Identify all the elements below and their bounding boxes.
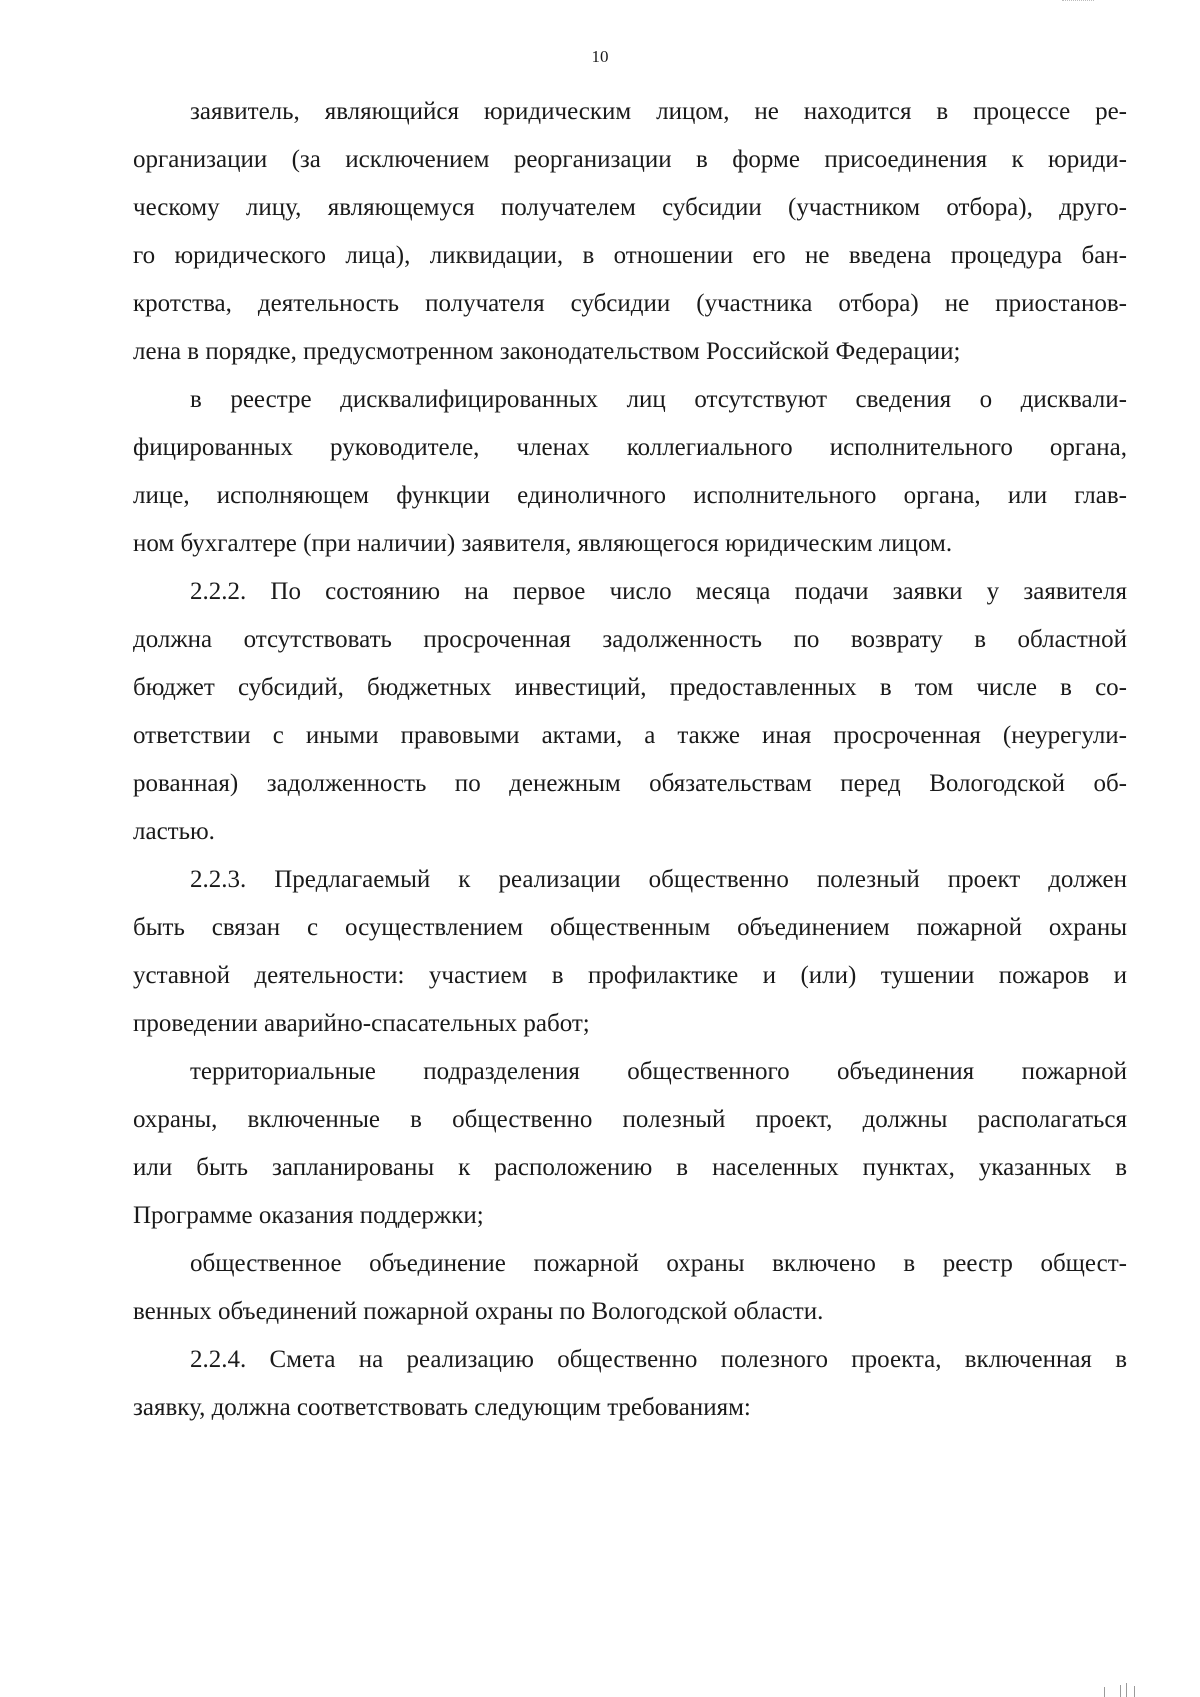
page-number: 10 [591, 47, 609, 66]
text-line: ном бухгалтере (при наличии) заявителя, являющегося юридическим лицом. [133, 530, 953, 557]
paragraph [133, 88, 1127, 376]
scan-mark-bottom [1100, 1683, 1142, 1697]
text-line: 2.2.2. По состоянию на первое число месяца подачи заявки у заявителя [190, 578, 1127, 605]
text-line: организации (за исключением реорганизации в форме присоединения к юриди- [133, 146, 1127, 173]
text-line: территориальные подразделения общественного объединения пожарной [190, 1058, 1127, 1085]
text-line: 2.2.3. Предлагаемый к реализации общественно полезный проект должен [190, 866, 1127, 893]
text-line: фицированных руководителе, членах коллегиального исполнительного органа, [133, 434, 1127, 461]
scan-mark-top [1062, 0, 1094, 4]
text-line: проведении аварийно-спасательных работ; [133, 1010, 590, 1037]
paragraph [133, 376, 1127, 568]
text-line: рованная) задолженность по денежным обязательствам перед Вологодской об- [133, 770, 1127, 797]
text-line: должна отсутствовать просроченная задолженность по возврату в областной [133, 626, 1127, 653]
paragraph [133, 1336, 1127, 1432]
text-line: уставной деятельности: участием в профилактике и (или) тушении пожаров и [133, 962, 1127, 989]
text-line: го юридического лица), ликвидации, в отношении его не введена процедура бан- [133, 242, 1127, 269]
text-line: охраны, включенные в общественно полезный проект, должны располагаться [133, 1106, 1127, 1133]
paragraph [133, 1048, 1127, 1240]
text-line: ческому лицу, являющемуся получателем субсидии (участником отбора), друго- [133, 194, 1127, 221]
text-line: кротства, деятельность получателя субсидии (участника отбора) не приостанов- [133, 290, 1127, 317]
paragraph [133, 1240, 1127, 1336]
text-line: лице, исполняющем функции единоличного исполнительного органа, или глав- [133, 482, 1127, 509]
text-line: заявку, должна соответствовать следующим требованиям: [133, 1394, 751, 1421]
text-line: в реестре дисквалифицированных лиц отсутствуют сведения о дисквали- [190, 386, 1127, 413]
text-line: бюджет субсидий, бюджетных инвестиций, предоставленных в том числе в со- [133, 674, 1127, 701]
text-line: 2.2.4. Смета на реализацию общественно полезного проекта, включенная в [190, 1346, 1127, 1373]
paragraph [133, 856, 1127, 1048]
text-line: быть связан с осуществлением общественным объединением пожарной охраны [133, 914, 1127, 941]
text-line: общественное объединение пожарной охраны включено в реестр общест- [190, 1250, 1127, 1277]
paragraph [133, 568, 1127, 856]
text-line: венных объединений пожарной охраны по Вологодской области. [133, 1298, 824, 1325]
document-body [133, 88, 1127, 1432]
text-line: ластью. [133, 818, 215, 845]
text-line: Программе оказания поддержки; [133, 1202, 484, 1229]
text-line: или быть запланированы к расположению в населенных пунктах, указанных в [133, 1154, 1127, 1181]
text-line: лена в порядке, предусмотренном законодательством Российской Федерации; [133, 338, 961, 365]
text-line: ответствии с иными правовыми актами, а также иная просроченная (неурегули- [133, 722, 1127, 749]
text-line: заявитель, являющийся юридическим лицом, не находится в процессе ре- [190, 98, 1127, 125]
